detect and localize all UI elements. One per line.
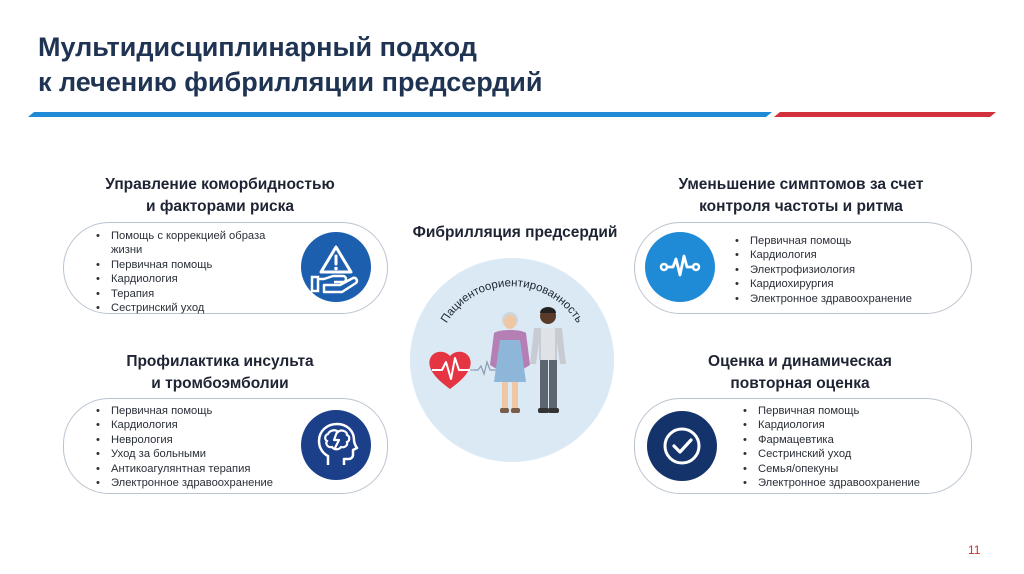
- stroke-heading-line-2: и тромбоэмболии: [151, 375, 289, 392]
- symptoms-heading-line-1: Уменьшение симптомов за счет: [678, 176, 924, 193]
- list-item: • Семья/опекуны: [739, 462, 964, 476]
- list-item: • Антикоагулянтная терапия: [92, 462, 302, 476]
- stroke-list: [92, 404, 302, 490]
- list-item: • Помощь с коррекцией образа жизни: [92, 229, 282, 258]
- list-item: • Первичная помощь: [92, 258, 282, 272]
- list-item: • Электронное здравоохранение: [731, 292, 961, 306]
- list-item: • Кардиология: [92, 418, 302, 432]
- list-item: • Кардиология: [739, 418, 964, 432]
- comorbidity-heading: [60, 174, 380, 218]
- list-item: • Кардиология: [92, 272, 282, 286]
- assessment-card: [634, 398, 972, 494]
- title-line-1: Мультидисциплинарный подход: [38, 32, 477, 62]
- list-item: • Сестринский уход: [92, 301, 282, 315]
- stroke-card: [63, 398, 388, 494]
- comorbidity-heading-line-2: и факторами риска: [145, 198, 294, 215]
- list-item: • Кардиология: [731, 248, 961, 262]
- comorbidity-card: [63, 222, 388, 314]
- page-title: [38, 30, 542, 100]
- patient-centered-circle: [410, 258, 614, 462]
- assessment-heading-line-1: Оценка и динамическая: [708, 353, 892, 370]
- elderly-couple-icon: [490, 307, 566, 413]
- symptoms-list: [731, 234, 961, 306]
- list-item: • Первичная помощь: [739, 404, 964, 418]
- brain-head-icon: [301, 410, 371, 480]
- assessment-heading-line-2: повторная оценка: [730, 375, 870, 392]
- symptoms-heading: [640, 174, 962, 218]
- pulse-icon: [645, 232, 715, 302]
- center-label: Фибрилляция предсердий: [412, 224, 618, 241]
- comorbidity-heading-line-1: Управление коморбидностью: [105, 176, 335, 193]
- heart-ecg-icon: [429, 352, 498, 389]
- stroke-heading: [75, 351, 365, 395]
- list-item: • Кардиохирургия: [731, 277, 961, 291]
- list-item: • Электронное здравоохранение: [739, 476, 964, 490]
- list-item: • Сестринский уход: [739, 447, 964, 461]
- list-item: • Электронное здравоохранение: [92, 476, 302, 490]
- list-item: • Первичная помощь: [731, 234, 961, 248]
- checkmark-icon: [647, 411, 717, 481]
- symptoms-heading-line-2: контроля частоты и ритма: [699, 198, 903, 215]
- warning-hand-icon: [301, 232, 371, 302]
- arc-text: Пациентоориентированность: [439, 277, 585, 326]
- assessment-list: [739, 404, 964, 490]
- list-item: • Терапия: [92, 287, 282, 301]
- list-item: • Электрофизиология: [731, 263, 961, 277]
- title-line-2: к лечению фибрилляции предсердий: [38, 67, 543, 97]
- list-item: • Неврология: [92, 433, 302, 447]
- page-number: 11: [968, 543, 981, 557]
- list-item: • Фармацевтика: [739, 433, 964, 447]
- list-item: • Уход за больными: [92, 447, 302, 461]
- title-underline-red: [774, 112, 996, 117]
- center-illustration: [410, 258, 614, 462]
- symptoms-card: [634, 222, 972, 314]
- assessment-heading: [650, 351, 950, 395]
- comorbidity-list: [92, 229, 282, 315]
- title-underline-blue: [28, 112, 772, 117]
- stroke-heading-line-1: Профилактика инсульта: [126, 353, 314, 370]
- list-item: • Первичная помощь: [92, 404, 302, 418]
